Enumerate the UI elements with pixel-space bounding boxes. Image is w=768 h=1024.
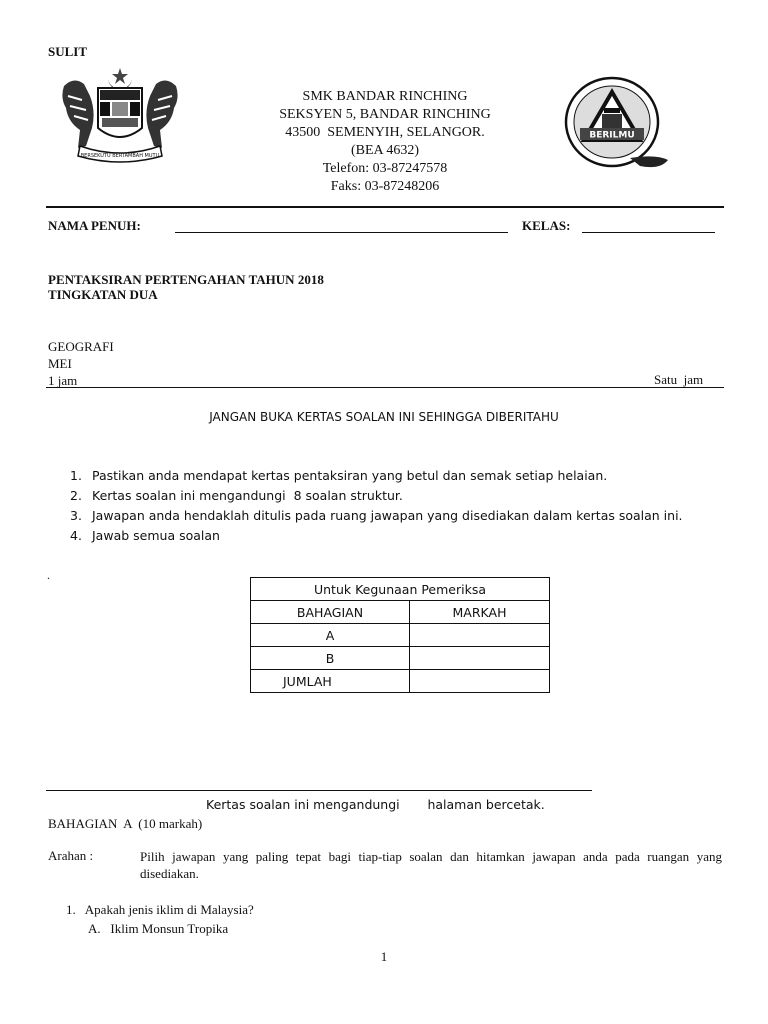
school-logo-icon xyxy=(560,74,672,174)
list-item-text: Jawapan anda hendaklah ditulis pada ruang jawapan yang disediakan dalam kertas soalan ini. xyxy=(92,508,683,523)
exam-title-line-1: PENTAKSIRAN PERTENGAHAN TAHUN 2018 xyxy=(48,272,324,287)
column-header-marks: MARKAH xyxy=(410,601,550,624)
exam-title-line-2: TINGKATAN DUA xyxy=(48,287,158,302)
list-item xyxy=(70,506,683,526)
section-a-heading: BAHAGIAN A (10 markah) xyxy=(48,816,203,831)
list-item xyxy=(70,466,683,486)
school-header xyxy=(240,88,530,196)
marks-cell[interactable] xyxy=(410,647,550,670)
footer-divider xyxy=(46,790,592,791)
phone-number: Telefon: 03-87247578 xyxy=(322,161,448,176)
page-number: 1 xyxy=(380,949,388,964)
marks-cell[interactable] xyxy=(410,624,550,647)
table-row xyxy=(251,578,550,601)
crest-motto: BERSEKUTU BERTAMBAH MUTU xyxy=(80,153,160,159)
malaysia-coat-of-arms-icon xyxy=(50,66,190,166)
school-logo-text: BERILMU xyxy=(589,130,635,141)
table-title: Untuk Kegunaan Pemeriksa xyxy=(251,578,550,601)
do-not-open-warning: JANGAN BUKA KERTAS SOALAN INI SEHINGGA DIBERITAHU xyxy=(209,410,559,424)
total-marks-cell[interactable] xyxy=(410,670,550,693)
exam-title xyxy=(48,272,324,302)
list-item-text: Kertas soalan ini mengandungi 8 soalan struktur. xyxy=(92,488,403,503)
question-1-option-a[interactable]: A. Iklim Monsun Tropika xyxy=(88,921,229,936)
full-name-field[interactable] xyxy=(175,232,508,233)
address-line-1: SEKSYEN 5, BANDAR RINCHING xyxy=(279,107,491,122)
table-row xyxy=(251,624,550,647)
instructions-list xyxy=(70,466,683,546)
school-code: (BEA 4632) xyxy=(350,143,420,158)
stray-mark: . xyxy=(47,568,50,582)
table-row xyxy=(251,670,550,693)
class-label: KELAS: xyxy=(522,218,571,233)
question-1 xyxy=(66,900,254,938)
section-cell: A xyxy=(251,624,410,647)
list-item xyxy=(70,486,683,506)
total-label-cell: JUMLAH xyxy=(251,670,410,693)
duration-numeric: 1 jam xyxy=(48,373,78,388)
subject-divider xyxy=(46,387,724,388)
page-count-note: Kertas soalan ini mengandungi halaman bercetak. xyxy=(206,797,545,812)
header-divider xyxy=(46,206,724,208)
classification-label: SULIT xyxy=(48,44,88,59)
duration-words: Satu jam xyxy=(654,372,704,387)
column-header-section: BAHAGIAN xyxy=(251,601,410,624)
section-cell: B xyxy=(251,647,410,670)
list-item-number: 2. xyxy=(70,488,82,503)
subject-name: GEOGRAFI xyxy=(48,339,114,354)
school-name: SMK BANDAR RINCHING xyxy=(302,89,468,104)
class-field[interactable] xyxy=(582,232,715,233)
full-name-label: NAMA PENUH: xyxy=(48,218,141,233)
list-item-number: 3. xyxy=(70,508,82,523)
instruction-text: Pilih jawapan yang paling tepat bagi tiap-tiap soalan dan hitamkan jawapan anda pada ruangan yang disediakan. xyxy=(140,849,722,881)
subject-block xyxy=(48,338,114,389)
table-row xyxy=(251,601,550,624)
exam-month: MEI xyxy=(48,356,72,371)
table-row xyxy=(251,647,550,670)
fax-number: Faks: 03-87248206 xyxy=(330,179,440,194)
list-item-text: Pastikan anda mendapat kertas pentaksiran yang betul dan semak setiap helaian. xyxy=(92,468,608,483)
list-item-text: Jawab semua soalan xyxy=(92,528,220,543)
question-1-text: 1. Apakah jenis iklim di Malaysia? xyxy=(66,902,254,917)
instruction-label: Arahan : xyxy=(48,848,94,863)
list-item-number: 1. xyxy=(70,468,82,483)
address-line-2: 43500 SEMENYIH, SELANGOR. xyxy=(285,125,485,140)
list-item-number: 4. xyxy=(70,528,82,543)
list-item xyxy=(70,526,683,546)
examiner-marks-table xyxy=(250,577,550,693)
